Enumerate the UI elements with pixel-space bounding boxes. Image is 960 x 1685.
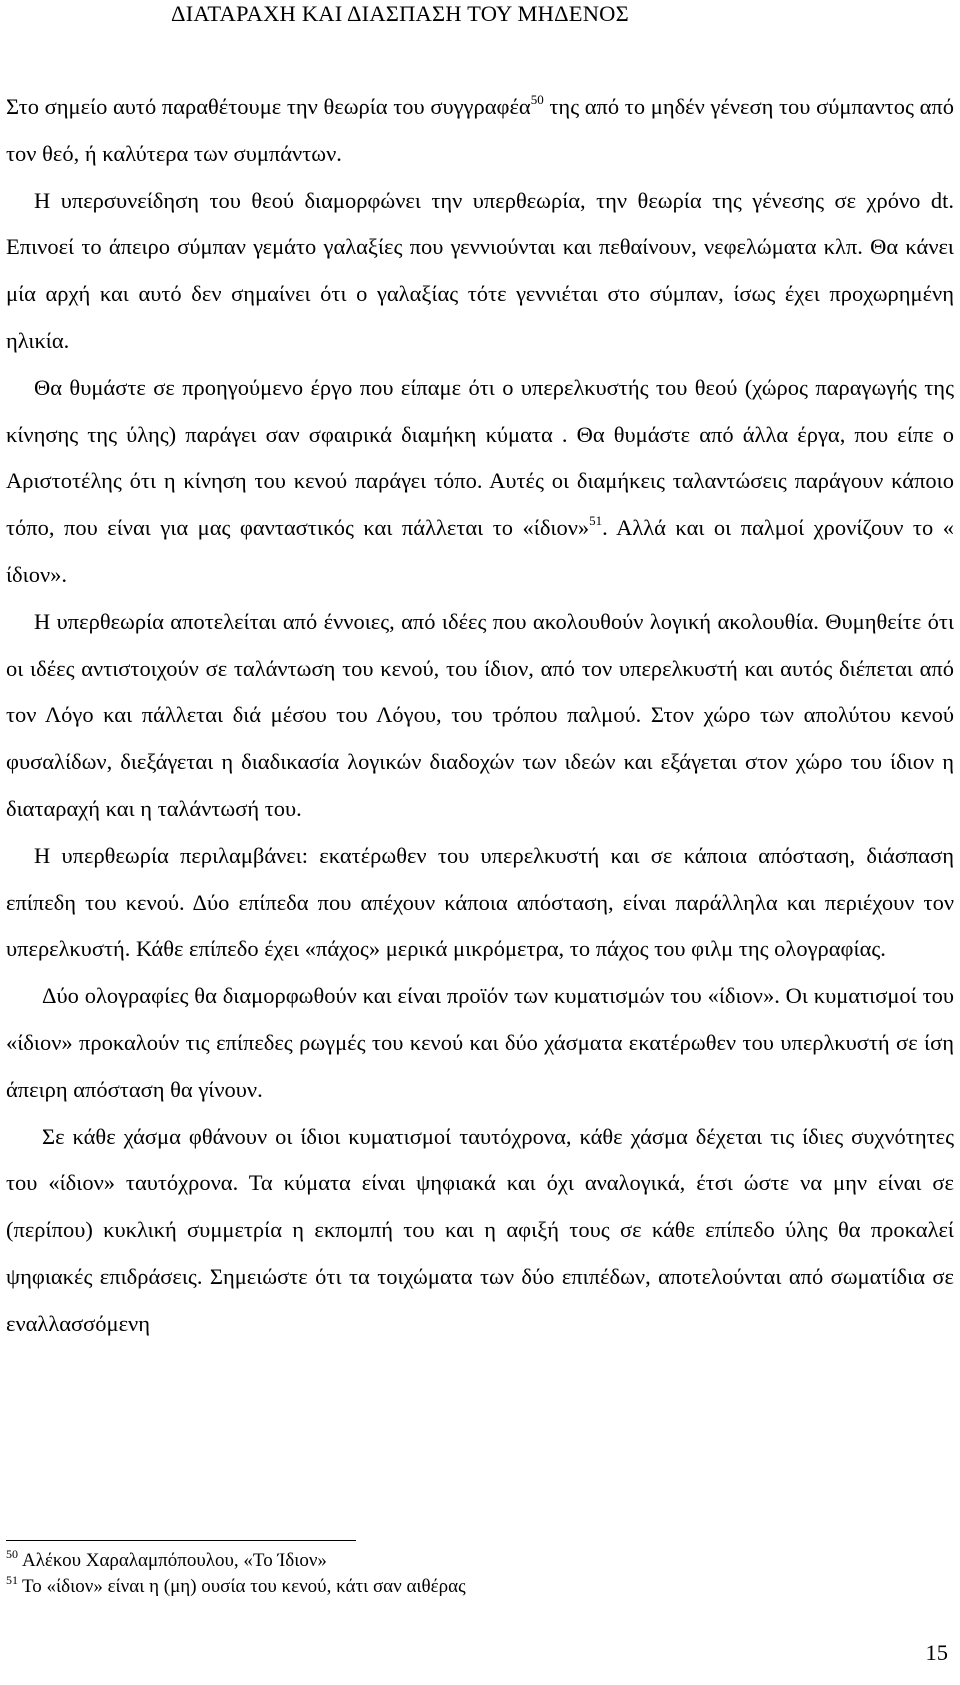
paragraph-2: Η υπερσυνείδηση του θεού διαμορφώνει την υπερθεωρία, την θεωρία της γένεσης σε χρόνο dt. Επινοεί το άπειρο σύμπαν γεμάτο γαλαξίες που γεννιούνται και πεθαίνουν, νεφελώματα κλπ. Θα κάνει μία αρχή και αυτό δεν σημαίνει ότι ο γαλαξίας τότε γεννιέται στο σύμπαν, ίσως έχει προχωρημένη ηλικία. <box>6 187 954 353</box>
footnote-51 <box>6 1574 906 1600</box>
footnote-text: Αλέκου Χαραλαμπόπουλου, «Το Ίδιον» <box>22 1550 327 1571</box>
paragraph-4: Η υπερθεωρία αποτελείται από έννοιες, από ιδέες που ακολουθούν λογική ακολουθία. Θυμηθείτε ότι οι ιδέες αντιστοιχούν σε ταλάντωση του κενού, του ίδιον, από τον υπερελκυστή και αυτός διέπεται από τον Λόγο και πάλλεται διά μέσου του Λόγου, του τρόπου παλμού. Στον χώρο των απολύτου κενού φυσαλίδων, διεξάγεται η διαδικασία λογικών διαδοχών των ιδεών και εξάγεται στον χώρο του ίδιον η διαταραχή και η ταλάντωσή του. <box>6 608 954 821</box>
paragraph-5: Η υπερθεωρία περιλαμβάνει: εκατέρωθεν του υπερελκυστή και σε κάποια απόσταση, διάσπαση επίπεδη του κενού. Δύο επίπεδα που απέχουν κάποια απόσταση, είναι παράλληλα και περιέχουν τον υπερελκυστή. Κάθε επίπεδο έχει «πάχος» μερικά μικρόμετρα, το πάχος του φιλμ της ολογραφίας. <box>6 842 954 962</box>
footnote-50 <box>6 1548 906 1574</box>
paragraph-1-text-b: της από το μηδέν γένεση του σύμπαντος από τον θεό, ή καλύτερα των συμπάντων. <box>6 94 955 166</box>
paragraph-7: Σε κάθε χάσμα φθάνουν οι ίδιοι κυματισμοί ταυτόχρονα, κάθε χάσμα δέχεται τις ίδιες συχνότητες του «ίδιον» ταυτόχρονα. Τα κύματα είναι ψηφιακά και όχι αναλογικά, έτσι ώστε να μην είναι σε (περίπου) κυκλική συμμετρία η εκπομπή του και η αφιξή τους σε κάθε επίπεδο ύλης θα προκαλεί ψηφιακές επιδράσεις. Σημειώστε ότι τα τοιχώματα των δύο επιπέδων, αποτελούνται από σωματίδια σε εναλλασσόμενη <box>6 1123 954 1336</box>
page-number: 15 <box>925 1640 948 1665</box>
footnote-ref-50: 50 <box>530 92 544 107</box>
paragraph-1 <box>6 84 954 178</box>
paragraph-1-text-a: Στο σημείο αυτό παραθέτουμε την θεωρία του συγγραφέα <box>6 94 531 119</box>
footnote-number: 51 <box>6 1573 18 1587</box>
body-text <box>6 84 954 1348</box>
page-title: ΔΙΑΤΑΡΑΧΗ ΚΑΙ ΔΙΑΣΠΑΣΗ ΤΟΥ ΜΗΔΕΝΟΣ <box>171 1 629 26</box>
footnote-ref-51: 51 <box>589 513 603 529</box>
paragraph-3 <box>6 365 954 599</box>
paragraph-3-text-b: . Αλλά και οι παλμοί χρονίζουν το « ίδιον». <box>6 515 954 587</box>
footnote-text: Το «ίδιον» είναι η (μη) ουσία του κενού, κάτι σαν αιθέρας <box>22 1576 466 1597</box>
footnote-separator <box>6 1540 356 1541</box>
footnote-number: 50 <box>6 1547 18 1561</box>
paragraph-6: Δύο ολογραφίες θα διαμορφωθούν και είναι προϊόν των κυματισμών του «ίδιον». Οι κυματισμοί του «ίδιον» προκαλούν τις επίπεδες ρωγμές του κενού και δύο χάσματα εκατέρωθεν του υπερλκυστή σε ίση άπειρη απόσταση θα γίνουν. <box>6 983 954 1102</box>
footnotes <box>6 1540 906 1600</box>
paragraph-3-text-a: Θα θυμάστε σε προηγούμενο έργο που είπαμε ότι ο υπερελκυστής του θεού (χώρος παραγωγής της κίνησης της ύλης) παράγει σαν σφαιρικά διαμήκη κύματα . Θα θυμάστε από άλλα έργα, που είπε ο Αριστοτέλης ότι η κίνηση του κενού παράγει τόπο. Αυτές οι διαμήκεις ταλαντώσεις παράγουν κάποιο τόπο, που είναι για μας φανταστικός και πάλλεται το «ίδιον» <box>6 374 954 541</box>
